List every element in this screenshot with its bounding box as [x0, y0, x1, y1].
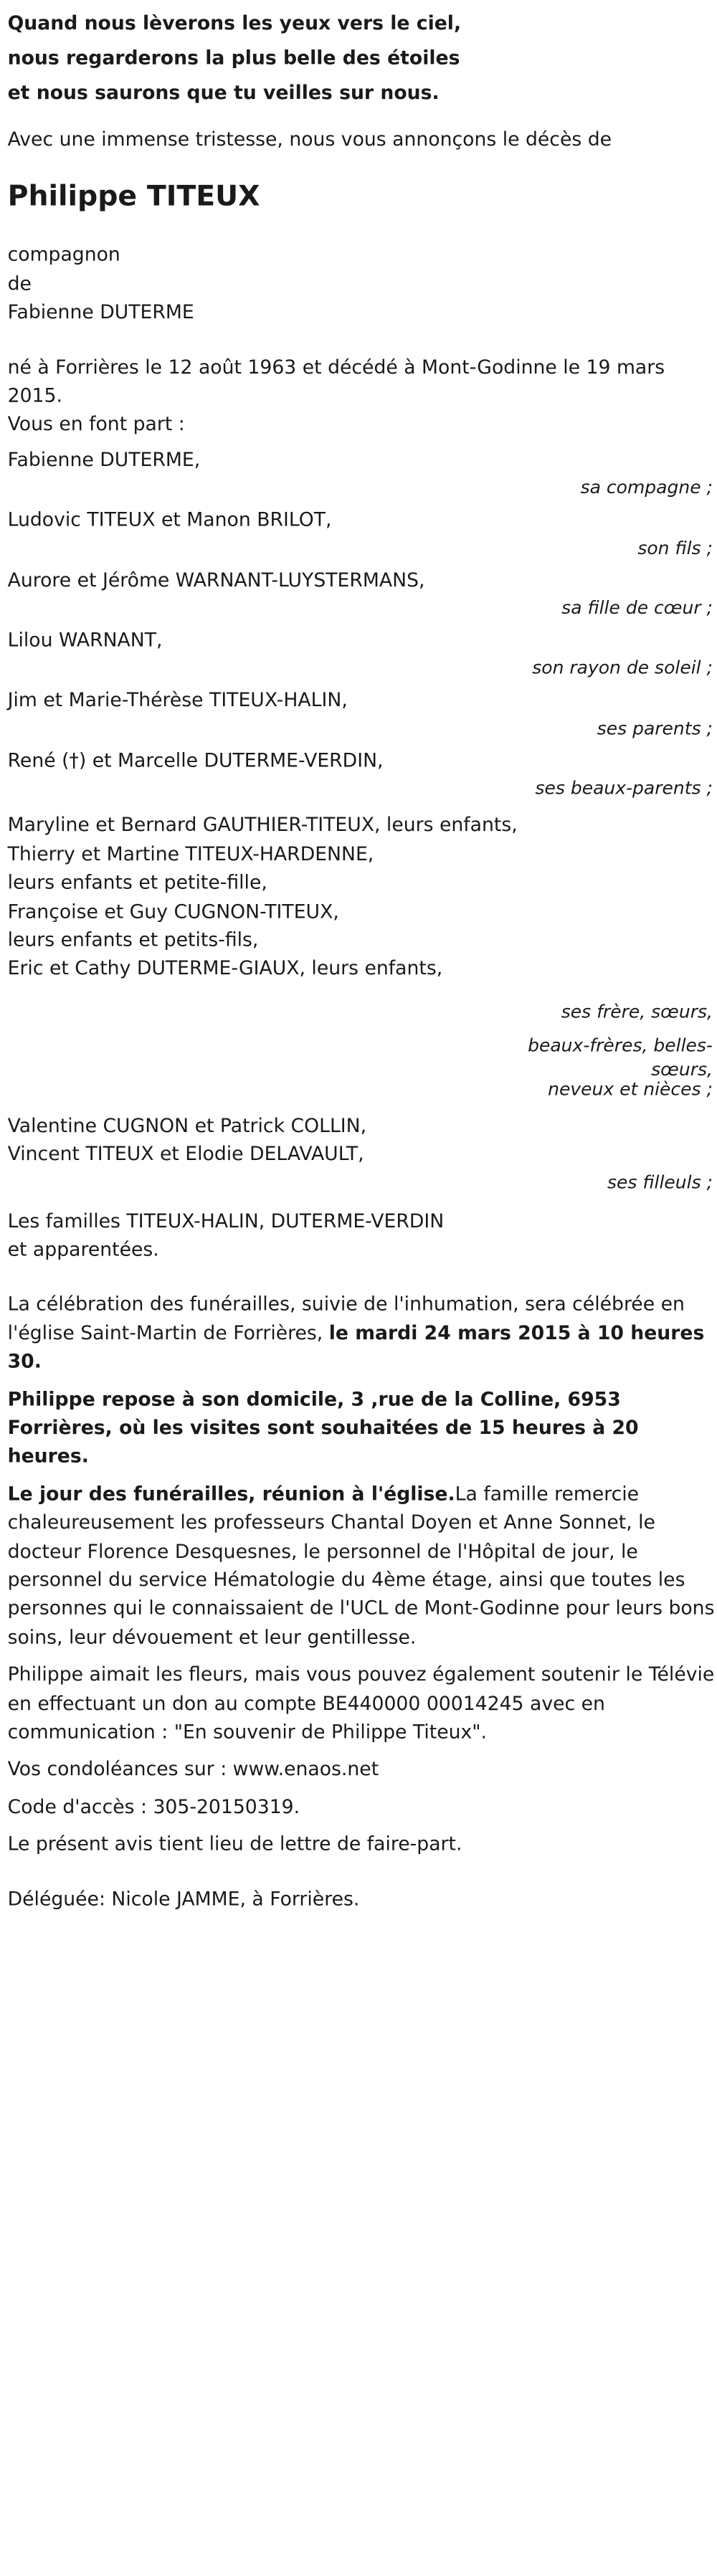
relation-line: Fabienne DUTERME — [7, 302, 194, 324]
godchildren-role: ses filleuls ; — [607, 1171, 713, 1192]
entry-names: Lilou WARNANT, — [7, 629, 163, 652]
entry-role: ses beaux-parents ; — [535, 778, 713, 799]
condolences-text: Vos condoléances sur : www.enaos.net — [7, 1759, 379, 1782]
ceremony-plain: La célébration des funérailles, suivie de l'inhumation, sera célébrée en l'église Saint-Martin de Forrières, — [7, 1294, 685, 1345]
entry-names: Jim et Marie-Thérèse TITEUX-HALIN, — [7, 690, 348, 713]
siblings-line: leurs enfants et petits-fils, — [7, 929, 259, 952]
siblings-line: Françoise et Guy CUGNON-TITEUX, — [7, 900, 339, 923]
siblings-role-line: sœurs, — [651, 1058, 713, 1080]
birth-death-text: né à Forrières le 12 août 1963 et décédé à Mont-Godinne le 19 mars 2015. — [7, 356, 665, 408]
siblings-line: leurs enfants et petite-fille, — [7, 872, 267, 895]
poem-line: et nous saurons que tu veilles sur nous. — [7, 82, 440, 105]
relation-line: compagnon — [7, 244, 120, 267]
siblings-role-line: neveux et nièces ; — [548, 1078, 713, 1099]
family-entry — [8, 506, 717, 560]
intro-text: Avec une immense tristesse, nous vous annonçons le décès de — [7, 129, 612, 151]
entry-role: ses parents ; — [597, 718, 713, 739]
relation-block — [8, 242, 717, 328]
notice-text: Le présent avis tient lieu de lettre de faire-part. — [7, 1834, 462, 1856]
reunion-text — [8, 1481, 717, 1653]
entry-role: son rayon de soleil ; — [532, 657, 713, 679]
entry-names: Ludovic TITEUX et Manon BRILOT, — [7, 510, 332, 532]
family-entry — [8, 566, 717, 620]
reunion-heading: Le jour des funérailles, réunion à l'église. — [7, 1483, 455, 1506]
family-entry — [8, 687, 717, 741]
delegate-text: Déléguée: Nicole JAMME, à Forrières. — [7, 1888, 360, 1911]
ceremony-date: le mardi 24 mars 2015 à 10 heures 30. — [7, 1323, 705, 1374]
families-line: et apparentées. — [7, 1239, 159, 1262]
family-entry — [8, 627, 717, 680]
entry-role: sa compagne ; — [580, 477, 713, 498]
families-entry — [8, 1207, 717, 1265]
poem-line: nous regarderons la plus belle des étoiles — [7, 47, 460, 70]
entry-names: Aurore et Jérôme WARNANT-LUYSTERMANS, — [7, 569, 425, 592]
siblings-line: Thierry et Martine TITEUX-HARDENNE, — [7, 843, 374, 866]
family-entry — [8, 447, 717, 500]
siblings-entry — [8, 812, 717, 1097]
siblings-role-line: ses frère, sœurs, — [561, 1001, 713, 1022]
poem-line: Quand nous lèverons les yeux vers le ciel, — [7, 13, 462, 35]
access-code-text: Code d'accès : 305-20150319. — [7, 1796, 300, 1819]
visit-text: Philippe repose à son domicile, 3 ,rue de la Colline, 6953 Forrières, où les visites sont souhaitées de 15 heures à 20 heures. — [7, 1389, 639, 1468]
entry-role: son fils ; — [637, 537, 713, 559]
deceased-name: Philippe TITEUX — [7, 181, 260, 214]
entry-role: sa fille de cœur ; — [561, 597, 713, 619]
poem — [8, 6, 717, 110]
siblings-role-line: beaux-frères, belles- — [528, 1035, 713, 1056]
relation-line: de — [7, 273, 32, 295]
siblings-role — [523, 990, 717, 1099]
godchildren-line: Vincent TITEUX et Elodie DELAVAULT, — [7, 1144, 364, 1166]
flowers-text: Philippe aimait les fleurs, mais vous pouvez également soutenir le Télévie en effectuant un don au compte BE440000 00014245 avec en communication : "En souvenir de Philippe Titeux". — [7, 1664, 715, 1744]
godchildren-entry — [8, 1112, 717, 1194]
ceremony-text — [8, 1291, 717, 1377]
entry-names: René (†) et Marcelle DUTERME-VERDIN, — [7, 750, 384, 773]
godchildren-line: Valentine CUGNON et Patrick COLLIN, — [7, 1115, 367, 1137]
families-line: Les familles TITEUX-HALIN, DUTERME-VERDIN — [7, 1210, 445, 1233]
reunion-thanks: La famille remercie chaleureusement les professeurs Chantal Doyen et Anne Sonnet, le docteur Florence Desquesnes, le personnel de l'Hôpital de jour, le personnel du service Hématologie du 4ème étage, ainsi que toutes les personnes qui le connaissaient de l'UCL de Mont-Godinne pour leurs bons soins, leur dévouement et leur gentillesse. — [7, 1483, 715, 1649]
announce-heading: Vous en font part : — [7, 414, 185, 437]
siblings-line: Eric et Cathy DUTERME-GIAUX, leurs enfants, — [7, 958, 443, 981]
siblings-line: Maryline et Bernard GAUTHIER-TITEUX, leurs enfants, — [7, 814, 518, 837]
family-entry — [8, 747, 717, 801]
entry-names: Fabienne DUTERME, — [7, 450, 201, 472]
